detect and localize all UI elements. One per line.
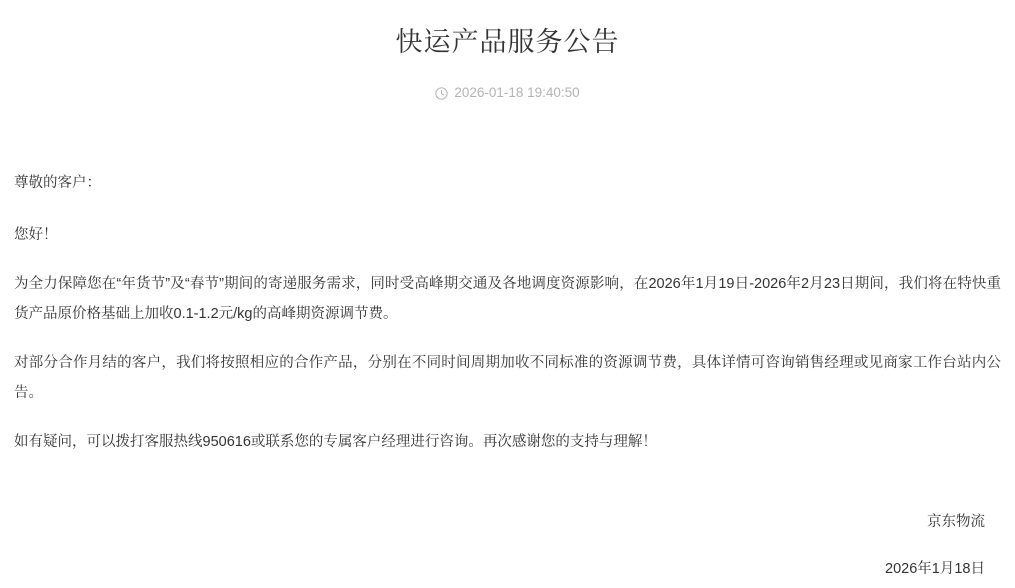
signature-block [14, 507, 1001, 584]
clock-icon [435, 87, 448, 100]
publish-timestamp: 2026-01-18 19:40:50 [454, 85, 580, 100]
greeting: 您好！ [14, 227, 58, 243]
salutation: 尊敬的客户： [14, 175, 101, 191]
body-paragraph-3: 如有疑问，可以拨打客服热线950616或联系您的专属客户经理进行咨询。再次感谢您的支持与理解！ [14, 434, 657, 450]
body-paragraph-1: 为全力保障您在“年货节”及“春节”期间的寄递服务需求，同时受高峰期交通及各地调度资源影响，在2026年1月19日-2026年2月23日期间，我们将在特快重货产品原价格基础上加收0.1-1.2元/kg的高峰期资源调节费。 [14, 276, 1001, 322]
page-title: 快运产品服务公告 [395, 27, 620, 57]
announcement-body [0, 168, 1015, 584]
signature-company: 京东物流 [927, 514, 985, 530]
publish-time-row [0, 85, 1015, 100]
signature-date: 2026年1月18日 [885, 561, 985, 577]
body-paragraph-2: 对部分合作月结的客户，我们将按照相应的合作产品，分别在不同时间周期加收不同标准的资源调节费，具体详情可咨询销售经理或见商家工作台站内公告。 [14, 355, 1001, 401]
